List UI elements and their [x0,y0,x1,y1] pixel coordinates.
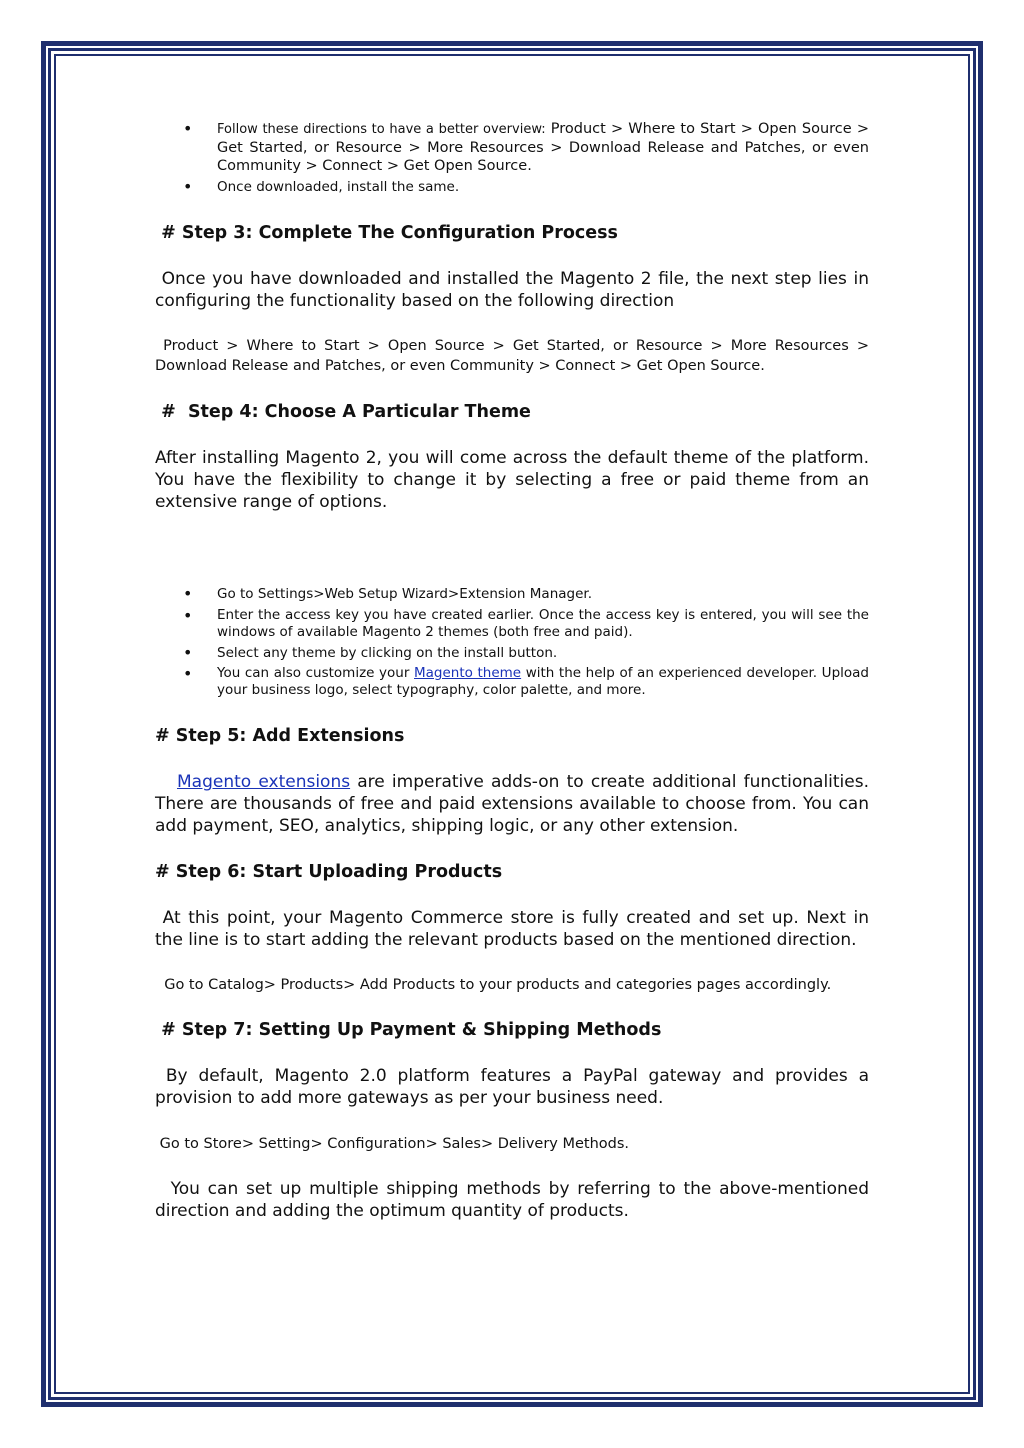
magento-theme-link[interactable]: Magento theme [414,665,522,681]
step-3-heading: # Step 3: Complete The Configuration Process [155,223,618,243]
theme-bullet-list [155,584,869,699]
step-3-direction-path: Product > Where to Start > Open Source > Get Started, or Resource > More Resources > Download Release and Patches, or even Community > Connect > Get Open Source. [155,338,874,374]
step-3-paragraph: Once you have downloaded and installed the Magento 2 file, the next step lies in configuring the functionality based on the following direction [155,269,875,311]
step-6-direction-path: Go to Catalog> Products> Add Products to your products and categories pages accordingly. [155,977,832,993]
bullet-lead-text: Follow these directions to have a better overview: [217,122,546,137]
list-item [155,665,869,699]
step-7-heading: # Step 7: Setting Up Payment & Shipping Methods [155,1020,662,1040]
list-item: • Enter the access key you have created earlier. Once the access key is entered, you will see the windows of available Magento 2 themes (both free and paid). [155,607,869,641]
list-item: • Select any theme by clicking on the install button. [155,644,869,662]
download-bullet-list [155,120,869,196]
step-5-paragraph [155,771,869,837]
step-6-heading: # Step 6: Start Uploading Products [155,862,503,882]
step-6-paragraph: At this point, your Magento Commerce store is fully created and set up. Next in the line is to start adding the relevant products based on the mentioned direction. [155,908,875,950]
list-item: • Once downloaded, install the same. [155,178,869,196]
list-item: • Go to Settings>Web Setup Wizard>Extension Manager. [155,584,869,604]
step-7-paragraph: By default, Magento 2.0 platform features a PayPal gateway and provides a provision to add more gateways as per your business need. [155,1066,875,1108]
step-5-paragraph-text: are imperative adds-on to create additional functionalities. There are thousands of free and paid extensions available to choose from. You can add payment, SEO, analytics, shipping logic, or any other extension. [155,772,870,836]
bullet-text: You can also customize your [217,665,414,681]
bullet-text: with the help of an experienced developer. Upload your business logo, select typography, color palette, and more. [217,665,869,698]
list-item [155,120,869,175]
magento-extensions-link[interactable]: Magento extensions [177,772,351,792]
bullet-path-text: Product > Where to Start > Open Source > Get Started, or Resource > More Resources > Download Release and Patches, or even Community > Connect > Get Open Source. [217,121,869,174]
step-7-direction-path: Go to Store> Setting> Configuration> Sales> Delivery Methods. [155,1136,630,1152]
step-7-closing-paragraph: You can set up multiple shipping methods by referring to the above-mentioned direction and adding the optimum quantity of products. [155,1179,875,1221]
step-4-paragraph: After installing Magento 2, you will come across the default theme of the platform. You have the flexibility to change it by selecting a free or paid theme from an extensive range of options. [155,448,869,512]
step-4-heading: # Step 4: Choose A Particular Theme [155,402,531,422]
step-5-heading: # Step 5: Add Extensions [155,726,405,746]
document-content [155,120,875,1222]
